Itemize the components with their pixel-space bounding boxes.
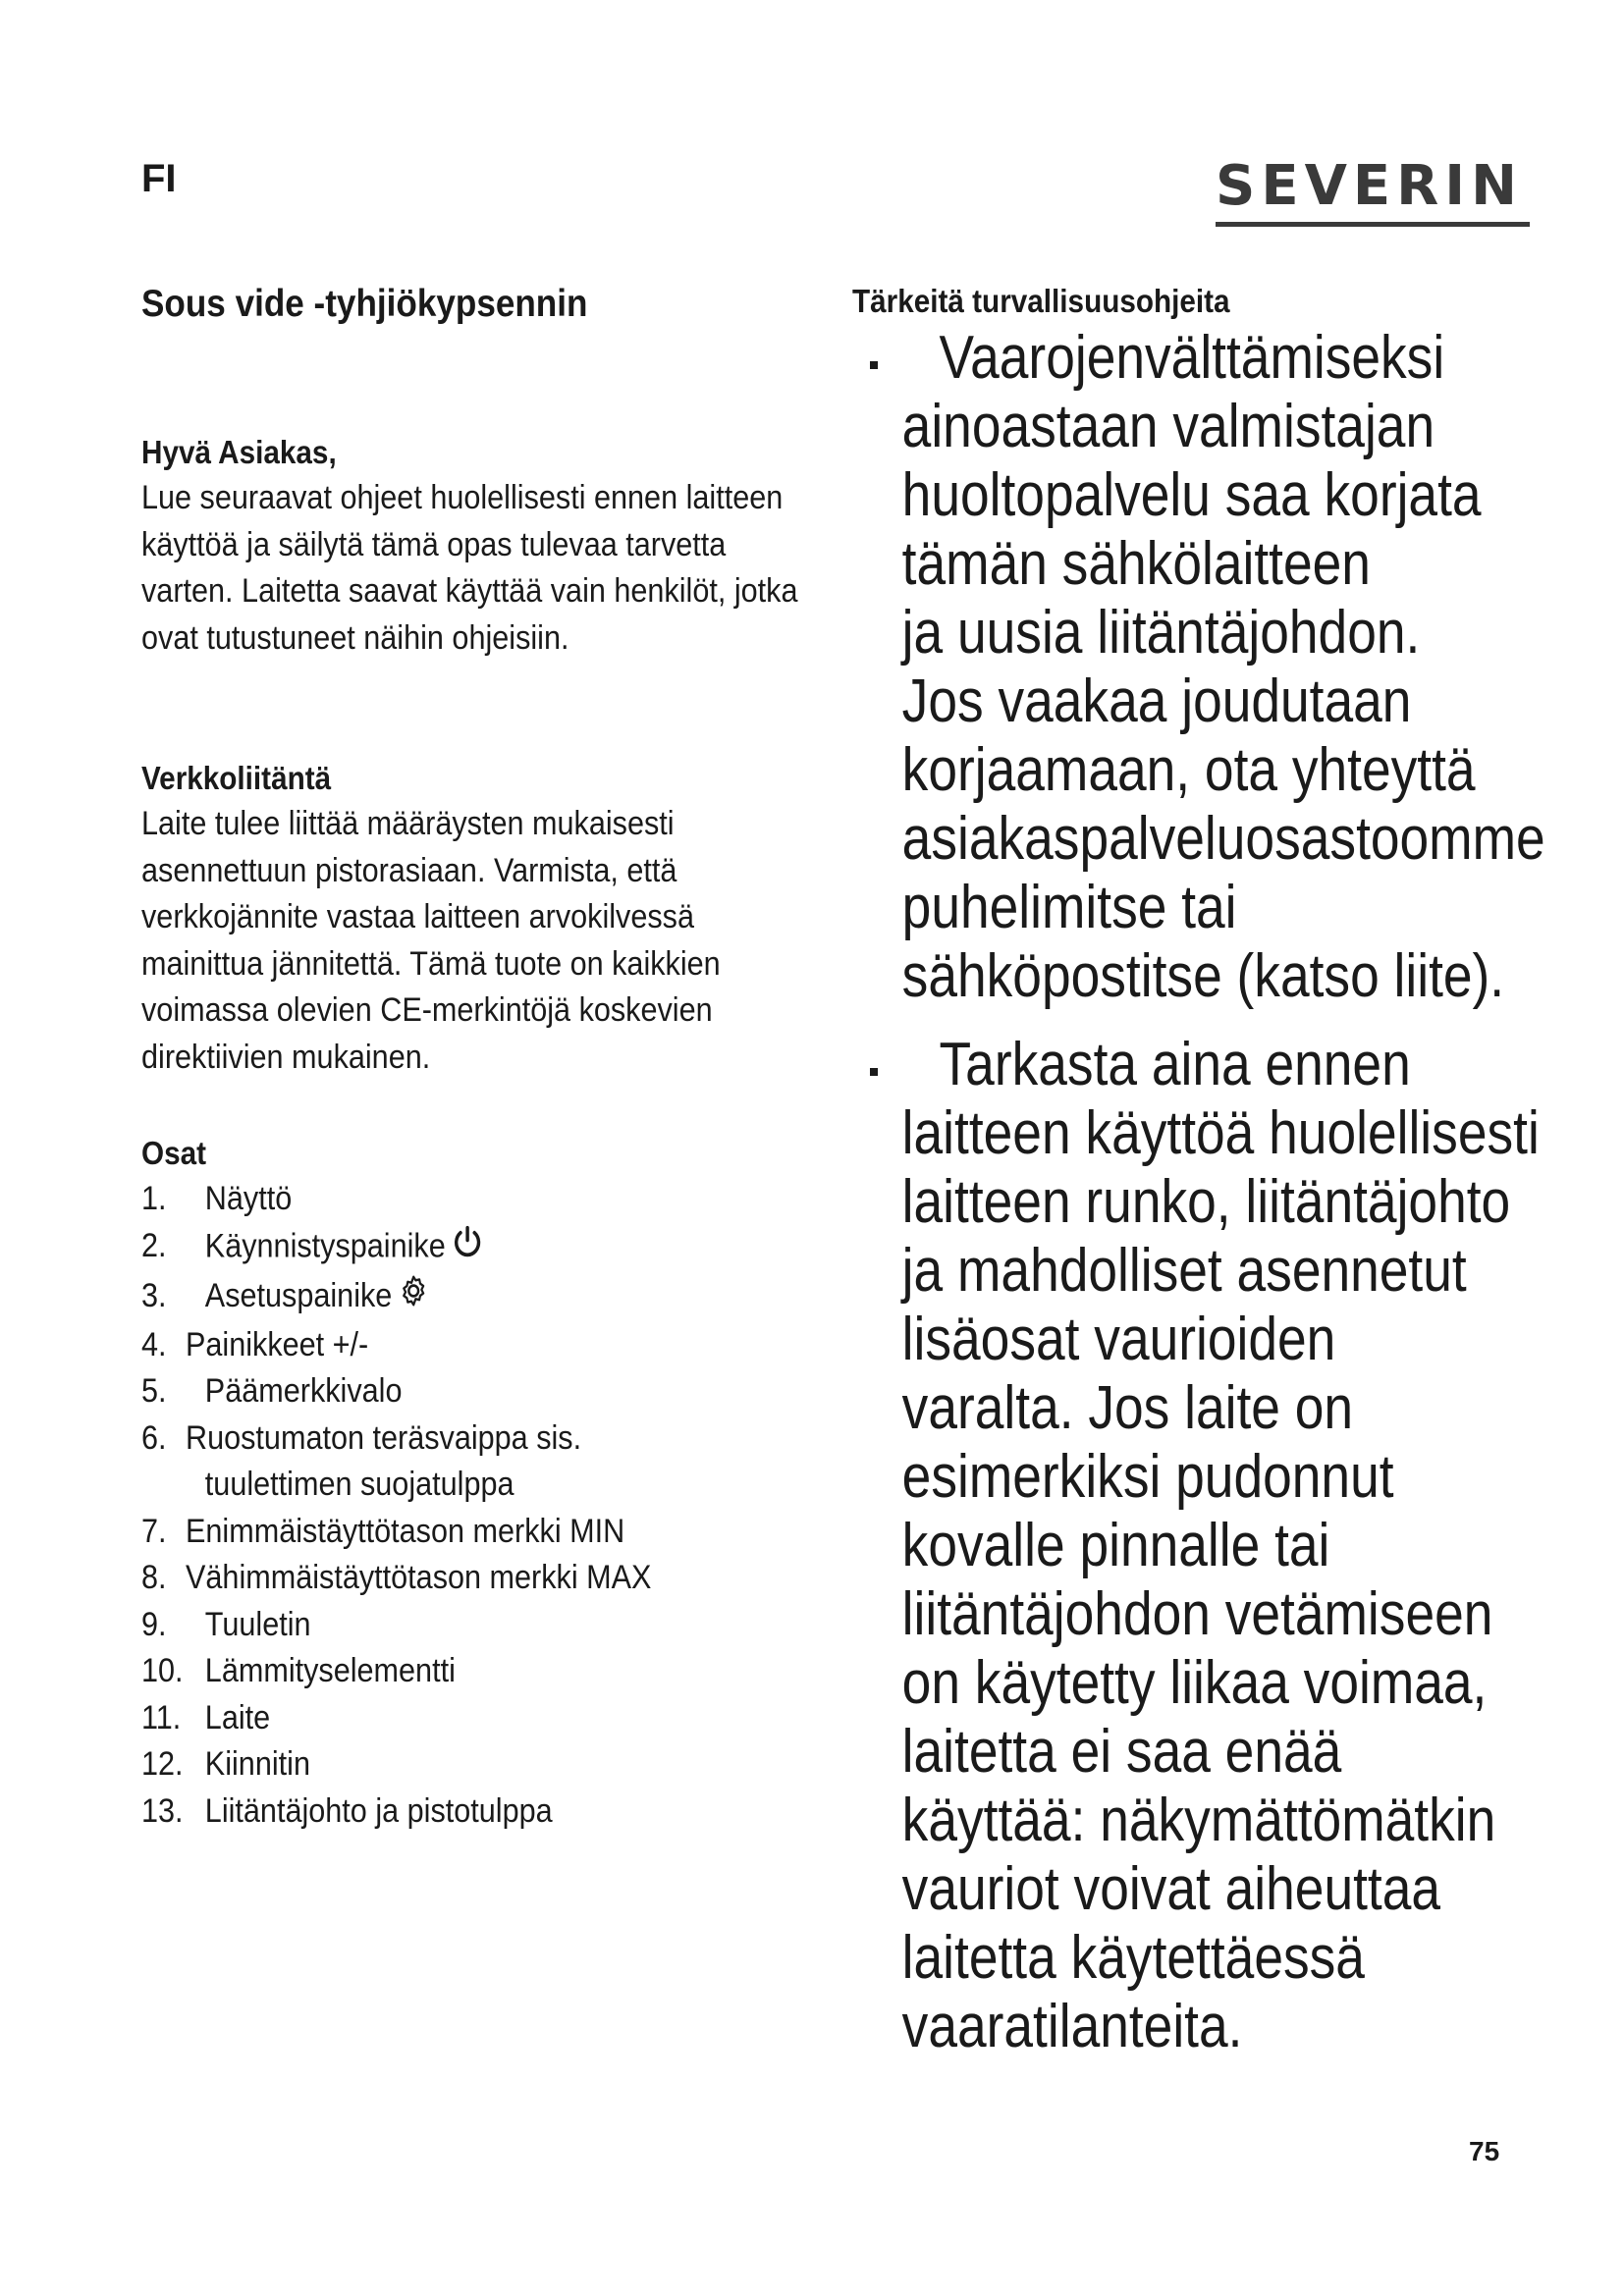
bullet-line: ainoastaan valmistajan bbox=[901, 393, 1435, 460]
part-label: Laite bbox=[204, 1698, 271, 1736]
bullet-line: käyttää: näkymättömätkin bbox=[901, 1787, 1496, 1854]
bullet-line: Tarkasta aina ennen bbox=[939, 1031, 1411, 1098]
mains-section bbox=[141, 756, 819, 1081]
part-label: Kiinnitin bbox=[204, 1745, 310, 1784]
mains-heading: Verkkoliitäntä bbox=[141, 760, 332, 796]
part-item bbox=[141, 1223, 751, 1274]
part-label: Vähimmäistäyttötason merkki MAX bbox=[186, 1559, 652, 1597]
bullet-line: lisäosat vaurioiden bbox=[901, 1306, 1336, 1373]
bullet-line: puhelimitse tai bbox=[901, 874, 1237, 941]
bullet-line: sähköpostitse (katso liite). bbox=[901, 942, 1505, 1010]
part-number: 11. bbox=[141, 1698, 182, 1736]
brand-name: SEVERIN bbox=[1216, 154, 1524, 218]
bullet-line: kovalle pinnalle tai bbox=[901, 1512, 1330, 1579]
part-item bbox=[141, 1602, 751, 1649]
greeting-section bbox=[141, 430, 819, 662]
part-item bbox=[141, 1322, 751, 1369]
part-number: 1. bbox=[141, 1180, 167, 1217]
part-number: 6. bbox=[141, 1418, 167, 1457]
gear-icon bbox=[398, 1273, 429, 1322]
bullet-line: esimerkiksi pudonnut bbox=[901, 1443, 1394, 1511]
part-label-continued: tuulettimen suojatulppa bbox=[204, 1466, 514, 1504]
part-item bbox=[141, 1741, 751, 1789]
bullet-line: ja uusia liitäntäjohdon. bbox=[901, 599, 1421, 667]
bullet-line: huoltopalvelu saa korjata bbox=[901, 461, 1482, 529]
page-number: 75 bbox=[1469, 2136, 1500, 2166]
part-label: Näyttö bbox=[204, 1180, 293, 1217]
part-item bbox=[141, 1176, 751, 1223]
document-title: Sous vide -tyhjiökypsennin bbox=[141, 283, 588, 325]
part-number: 9. bbox=[141, 1605, 167, 1643]
part-item bbox=[141, 1648, 751, 1695]
part-number: 7. bbox=[141, 1512, 167, 1550]
bullet-line: laitteen käyttöä huolellisesti bbox=[901, 1099, 1540, 1167]
part-item bbox=[141, 1695, 751, 1742]
greeting-heading: Hyvä Asiakas, bbox=[141, 434, 337, 470]
part-number: 5. bbox=[141, 1372, 167, 1411]
safety-heading: Tärkeitä turvallisuusohjeita bbox=[852, 283, 1230, 319]
brand-logo bbox=[1216, 154, 1530, 227]
part-item bbox=[141, 1415, 751, 1509]
bullet-line: Jos vaakaa joudutaan bbox=[901, 667, 1412, 735]
brand-underline bbox=[1216, 222, 1530, 227]
part-number: 2. bbox=[141, 1227, 167, 1265]
part-item bbox=[141, 1368, 751, 1415]
part-item bbox=[141, 1273, 751, 1322]
part-number: 4. bbox=[141, 1325, 167, 1363]
part-label: Päämerkkivalo bbox=[204, 1372, 403, 1411]
part-number: 12. bbox=[141, 1745, 184, 1784]
safety-bullet-text bbox=[870, 1031, 1543, 2061]
part-label: Lämmityselementti bbox=[204, 1652, 456, 1690]
bullet-line: varalta. Jos laite on bbox=[901, 1374, 1354, 1442]
bullet-line: liitäntäjohdon vetämiseen bbox=[901, 1580, 1493, 1648]
part-number: 3. bbox=[141, 1277, 167, 1314]
part-label: Liitäntäjohto ja pistotulppa bbox=[204, 1791, 553, 1830]
bullet-line: vauriot voivat aiheuttaa bbox=[901, 1855, 1441, 1923]
bullet-line: vaaratilanteita. bbox=[901, 1993, 1243, 2060]
bullet-line: laitetta käytettäessä bbox=[901, 1924, 1365, 1992]
bullet-line: asiakaspalveluosastoomme bbox=[901, 805, 1545, 873]
part-label: Käynnistyspainike bbox=[204, 1227, 446, 1265]
bullet-line: korjaamaan, ota yhteyttä bbox=[901, 736, 1476, 804]
safety-bullet-text bbox=[870, 324, 1543, 1011]
part-item bbox=[141, 1509, 751, 1556]
power-icon bbox=[451, 1223, 484, 1274]
parts-heading: Osat bbox=[141, 1135, 207, 1171]
part-label: Asetuspainike bbox=[204, 1277, 393, 1314]
part-label: Enimmäistäyttötason merkki MIN bbox=[186, 1512, 625, 1550]
bullet-line: ja mahdolliset asennetut bbox=[901, 1237, 1467, 1305]
part-number: 10. bbox=[141, 1652, 184, 1690]
part-number: 13. bbox=[141, 1791, 184, 1830]
part-number: 8. bbox=[141, 1559, 167, 1597]
safety-bullet bbox=[870, 324, 1545, 1011]
safety-bullet bbox=[870, 1031, 1538, 2061]
part-label: Tuuletin bbox=[204, 1605, 311, 1643]
greeting-text: Lue seuraavat ohjeet huolellisesti ennen laitteen käyttöä ja säilytä tämä opas tulevaa tarvetta varten. Laitetta saavat käyttää vain henkilöt, jotka ovat tutustuneet näihin ohjeisiin. bbox=[141, 479, 798, 657]
bullet-line: Vaarojenvälttämiseksi bbox=[939, 324, 1445, 392]
bullet-line: tämän sähkölaitteen bbox=[901, 530, 1371, 598]
bullet-line: on käytetty liikaa voimaa, bbox=[901, 1649, 1488, 1717]
language-code: FI bbox=[141, 157, 177, 200]
parts-section bbox=[141, 1131, 819, 1835]
part-item bbox=[141, 1789, 751, 1836]
part-label: Painikkeet +/- bbox=[186, 1325, 369, 1363]
mains-text: Laite tulee liittää määräysten mukaisesti asennettuun pistorasiaan. Varmista, että verkkojännite vastaa laitteen arvokilvessä mainittua jännitettä. Tämä tuote on kaikkien voimassa olevien CE-merkintöjä koskevien direktiivien mukainen. bbox=[141, 805, 721, 1076]
part-label: Ruostumaton teräsvaippa sis. bbox=[186, 1418, 582, 1457]
bullet-line: laitetta ei saa enää bbox=[901, 1718, 1342, 1786]
parts-list bbox=[141, 1176, 819, 1835]
part-item bbox=[141, 1555, 751, 1602]
bullet-line: laitteen runko, liitäntäjohto bbox=[901, 1168, 1511, 1236]
